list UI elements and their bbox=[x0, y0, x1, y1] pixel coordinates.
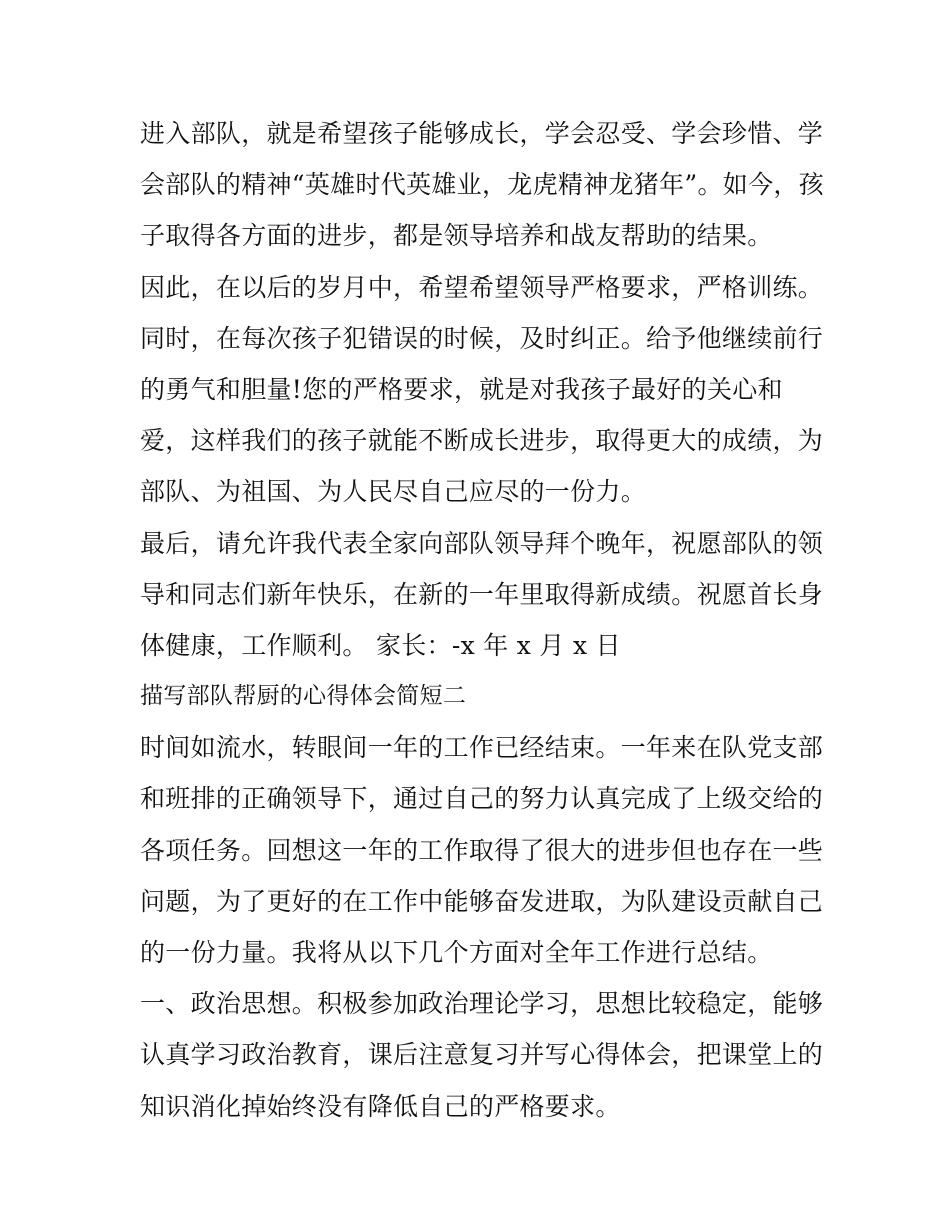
text-line: 最后，请允许我代表全家向部队领导拜个晚年，祝愿部队的领 bbox=[140, 528, 824, 558]
text-line: 知识消化掉始终没有降低自己的严格要求。 bbox=[140, 1091, 621, 1121]
text-line: 爱，这样我们的孩子就能不断成长进步，取得更大的成绩，为 bbox=[140, 426, 824, 456]
text-line: 和班排的正确领导下，通过自己的努力认真完成了上级交给的 bbox=[140, 784, 824, 814]
text-line: 子取得各方面的进步，都是领导培养和战友帮助的结果。 bbox=[140, 221, 773, 251]
text-line: 问题，为了更好的在工作中能够奋发进取，为队建设贡献自己 bbox=[140, 886, 824, 916]
text-line: 一、政治思想。积极参加政治理论学习，思想比较稳定，能够 bbox=[140, 989, 824, 1019]
text-line: 同时，在每次孩子犯错误的时候，及时纠正。给予他继续前行 bbox=[140, 323, 824, 353]
text-line: 导和同志们新年快乐，在新的一年里取得新成绩。祝愿首长身 bbox=[140, 579, 824, 609]
text-line: 部队、为祖国、为人民尽自己应尽的一份力。 bbox=[140, 477, 647, 507]
document-body bbox=[140, 108, 824, 1132]
text-line: 进入部队，就是希望孩子能够成长，学会忍受、学会珍惜、学 bbox=[140, 119, 824, 148]
text-line: 体健康，工作顺利。 家长：-x 年 x 月 x 日 bbox=[140, 630, 621, 660]
text-line: 因此，在以后的岁月中，希望希望领导严格要求，严格训练。 bbox=[140, 272, 824, 302]
text-line: 会部队的精神“英雄时代英雄业，龙虎精神龙猪年”。如今，孩 bbox=[140, 170, 824, 200]
text-line: 各项任务。回想这一年的工作取得了很大的进步但也存在一些 bbox=[140, 835, 824, 865]
text-line: 时间如流水，转眼间一年的工作已经结束。一年来在队党支部 bbox=[140, 733, 824, 763]
text-line: 的勇气和胆量!您的严格要求，就是对我孩子最好的关心和 bbox=[140, 374, 783, 404]
section-heading: 描写部队帮厨的心得体会简短二 bbox=[140, 683, 467, 710]
text-line: 的一份力量。我将从以下几个方面对全年工作进行总结。 bbox=[140, 938, 773, 967]
text-line: 认真学习政治教育，课后注意复习并写心得体会，把课堂上的 bbox=[140, 1040, 824, 1070]
